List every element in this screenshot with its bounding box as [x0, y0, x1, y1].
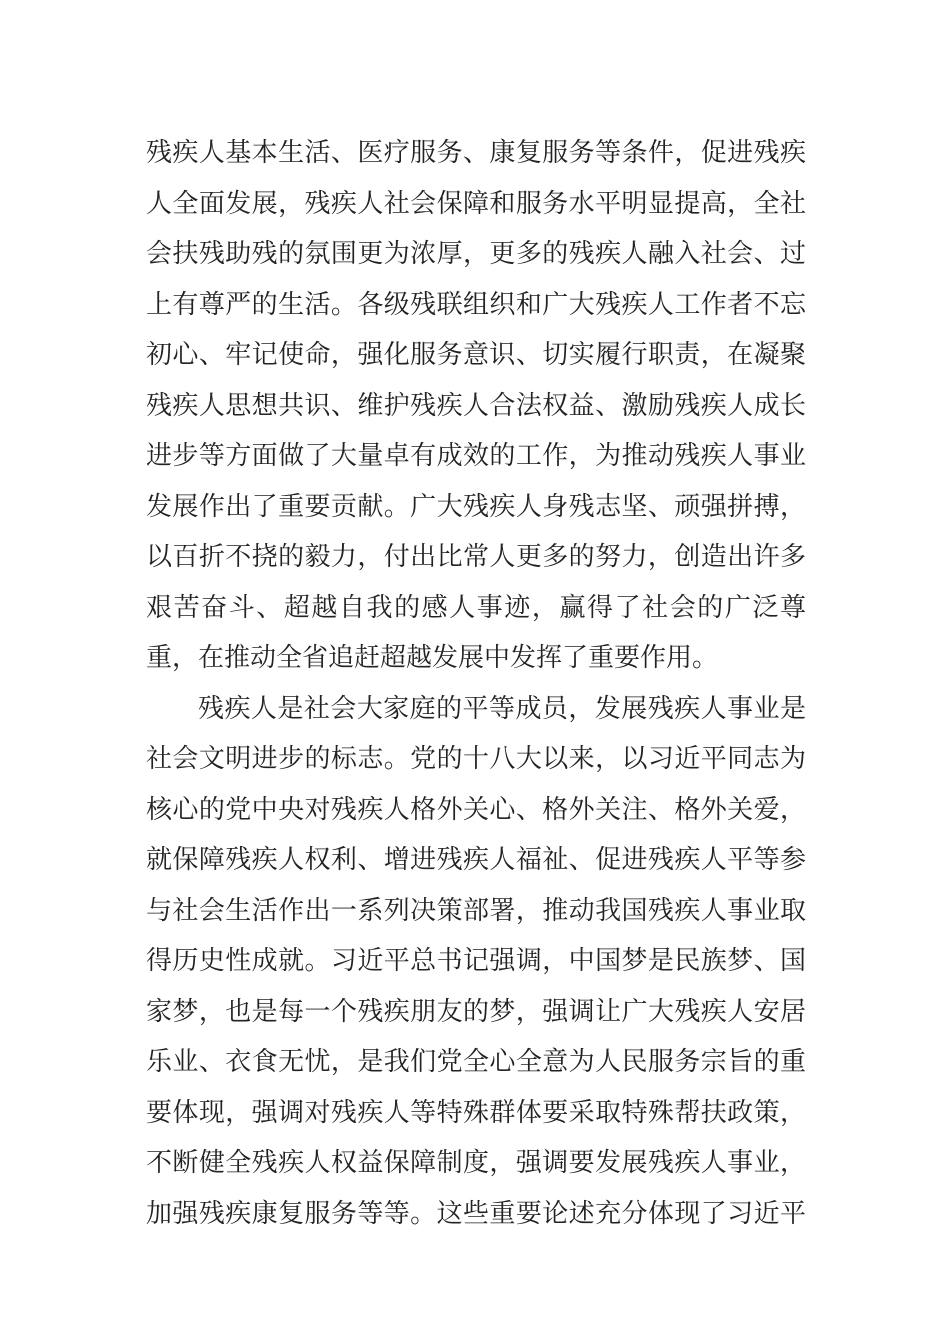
text-line: 不断健全残疾人权益保障制度，强调要发展残疾人事业， — [146, 1148, 806, 1178]
text-line: 家梦，也是每一个残疾朋友的梦，强调让广大残疾人安居 — [146, 996, 806, 1027]
text-line: 与社会生活作出一系列决策部署，推动我国残疾人事业取 — [146, 895, 806, 926]
text-line: 要体现，强调对残疾人等特殊群体要采取特殊帮扶政策， — [146, 1097, 806, 1128]
text-line: 艰苦奋斗、超越自我的感人事迹，赢得了社会的广泛尊 — [146, 592, 806, 623]
text-line: 得历史性成就。习近平总书记强调，中国梦是民族梦、国 — [146, 946, 806, 976]
text-line: 人全面发展，残疾人社会保障和服务水平明显提高，全社 — [146, 188, 806, 219]
text-line: 乐业、衣食无忧，是我们党全心全意为人民服务宗旨的重 — [146, 1047, 806, 1077]
text-line: 发展作出了重要贡献。广大残疾人身残志坚、顽强拼搏， — [146, 491, 806, 522]
text-line: 进步等方面做了大量卓有成效的工作，为推动残疾人事业 — [146, 441, 806, 471]
text-line: 核心的党中央对残疾人格外关心、格外关注、格外关爱， — [146, 794, 806, 825]
paragraph-1 — [146, 128, 806, 684]
text-line: 重，在推动全省追赶超越发展中发挥了重要作用。 — [146, 643, 719, 673]
paragraph-2 — [146, 684, 806, 1240]
text-line: 上有尊严的生活。各级残联组织和广大残疾人工作者不忘 — [146, 289, 806, 320]
text-line: 以百折不挠的毅力，付出比常人更多的努力，创造出许多 — [146, 542, 806, 572]
text-line: 会扶残助残的氛围更为浓厚，更多的残疾人融入社会、过 — [146, 239, 806, 269]
text-line: 社会文明进步的标志。党的十八大以来，以习近平同志为 — [146, 744, 806, 774]
body-text — [146, 128, 806, 1239]
text-line: 残疾人是社会大家庭的平等成员，发展残疾人事业是 — [198, 693, 806, 724]
text-line: 初心、牢记使命，强化服务意识、切实履行职责，在凝聚 — [146, 340, 806, 370]
text-line: 残疾人基本生活、医疗服务、康复服务等条件，促进残疾 — [146, 138, 806, 168]
text-line: 就保障残疾人权利、增进残疾人福祉、促进残疾人平等参 — [146, 845, 806, 875]
text-line: 加强残疾康复服务等等。这些重要论述充分体现了习近平 — [146, 1198, 806, 1229]
text-line: 残疾人思想共识、维护残疾人合法权益、激励残疾人成长 — [146, 390, 806, 421]
